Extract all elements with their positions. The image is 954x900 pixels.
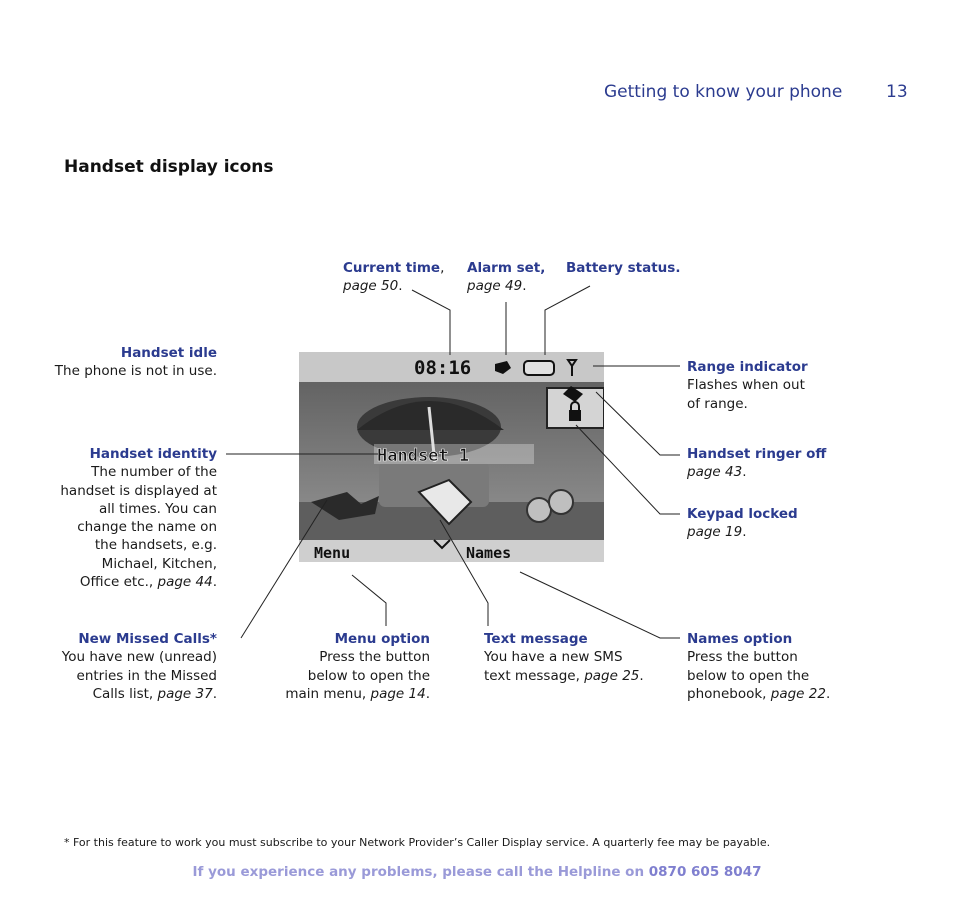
callout-keypad-locked: [687, 505, 798, 542]
handset-idle-body: The phone is not in use.: [54, 363, 217, 380]
helpline-footer: [0, 864, 954, 880]
text-message-line: You have a new SMS: [484, 649, 623, 666]
helpline-text: If you experience any problems, please call the Helpline on: [192, 864, 649, 880]
names-option-last-text: phonebook,: [687, 685, 771, 702]
alarm-set-title: Alarm set,: [467, 260, 546, 276]
handset-name: Handset 1: [377, 446, 470, 466]
callout-current-time: [343, 259, 444, 296]
ringer-off-period: .: [742, 464, 747, 481]
missed-calls-period: .: [212, 685, 217, 702]
section-title: Handset display icons: [64, 157, 274, 177]
menu-option-line: Press the button: [319, 649, 430, 666]
callout-text-message: [484, 630, 644, 685]
softkey-menu: Menu: [314, 544, 351, 562]
handset-identity-page-ref[interactable]: page 44: [157, 574, 213, 591]
text-message-period: .: [639, 667, 644, 684]
callout-handset-ringer-off: [687, 445, 826, 482]
text-message-last-text: text message,: [484, 667, 585, 684]
callout-handset-identity: [30, 445, 217, 591]
current-time-comma: ,: [440, 260, 445, 276]
helpline-number[interactable]: 0870 605 8047: [648, 864, 762, 880]
handset-identity-line: handset is displayed at: [60, 482, 217, 499]
missed-calls-line: entries in the Missed: [76, 667, 217, 684]
handset-identity-title: Handset identity: [89, 446, 217, 462]
text-message-page-ref[interactable]: page 25: [584, 667, 640, 684]
menu-option-period: .: [425, 685, 430, 702]
missed-calls-page-ref[interactable]: page 37: [157, 685, 213, 702]
handset-identity-line: the handsets, e.g.: [94, 537, 217, 554]
keypad-locked-period: .: [742, 524, 747, 541]
keypad-locked-title: Keypad locked: [687, 506, 798, 522]
handset-identity-line: The number of the: [91, 464, 217, 481]
names-option-page-ref[interactable]: page 22: [770, 685, 826, 702]
missed-calls-title: New Missed Calls*: [78, 631, 217, 647]
menu-option-title: Menu option: [334, 631, 430, 647]
callout-new-missed-calls: [30, 630, 217, 703]
missed-calls-last-text: Calls list,: [92, 685, 158, 702]
menu-option-last-text: main menu,: [285, 685, 371, 702]
ringer-off-title: Handset ringer off: [687, 446, 827, 462]
range-indicator-body-2: of range.: [687, 395, 748, 412]
display-time: 08:16: [414, 357, 472, 379]
handset-identity-last-text: Office etc.,: [79, 574, 158, 591]
current-time-page-ref[interactable]: page 50: [343, 278, 399, 295]
ringer-off-page-ref[interactable]: page 43: [687, 464, 743, 481]
current-time-title: Current time: [343, 260, 441, 276]
alarm-set-page-ref[interactable]: page 49: [467, 278, 523, 295]
footnote: * For this feature to work you must subscribe to your Network Provider’s Caller Display service. A quarterly fee may be payable.: [64, 836, 771, 849]
running-header-title: Getting to know your phone: [604, 82, 843, 102]
range-indicator-body-1: Flashes when out: [687, 377, 805, 394]
handset-identity-line: change the name on: [77, 519, 217, 536]
menu-option-line: below to open the: [307, 667, 430, 684]
text-message-title: Text message: [484, 631, 588, 647]
names-option-period: .: [825, 685, 831, 702]
callout-handset-idle: [30, 344, 217, 381]
missed-calls-line: You have new (unread): [61, 649, 217, 666]
callout-range-indicator: [687, 358, 808, 413]
keypad-locked-page-ref[interactable]: page 19: [687, 524, 743, 541]
softkey-names: Names: [466, 544, 512, 562]
battery-status-title: Battery status.: [566, 260, 681, 276]
callout-battery-status: [566, 259, 680, 277]
page-number: 13: [886, 82, 908, 102]
handset-idle-title: Handset idle: [120, 345, 217, 361]
callout-menu-option: [270, 630, 430, 703]
alarm-set-period: .: [522, 278, 527, 295]
names-option-line: Press the button: [687, 649, 798, 666]
callout-names-option: [687, 630, 830, 703]
handset-identity-period: .: [212, 574, 217, 591]
current-time-period: .: [398, 278, 403, 295]
range-indicator-title: Range indicator: [687, 359, 808, 375]
handset-identity-line: Michael, Kitchen,: [101, 555, 217, 572]
callout-alarm-set: [467, 259, 545, 296]
names-option-line: below to open the: [687, 667, 810, 684]
menu-option-page-ref[interactable]: page 14: [370, 685, 426, 702]
names-option-title: Names option: [687, 631, 793, 647]
handset-identity-line: all times. You can: [99, 500, 217, 517]
